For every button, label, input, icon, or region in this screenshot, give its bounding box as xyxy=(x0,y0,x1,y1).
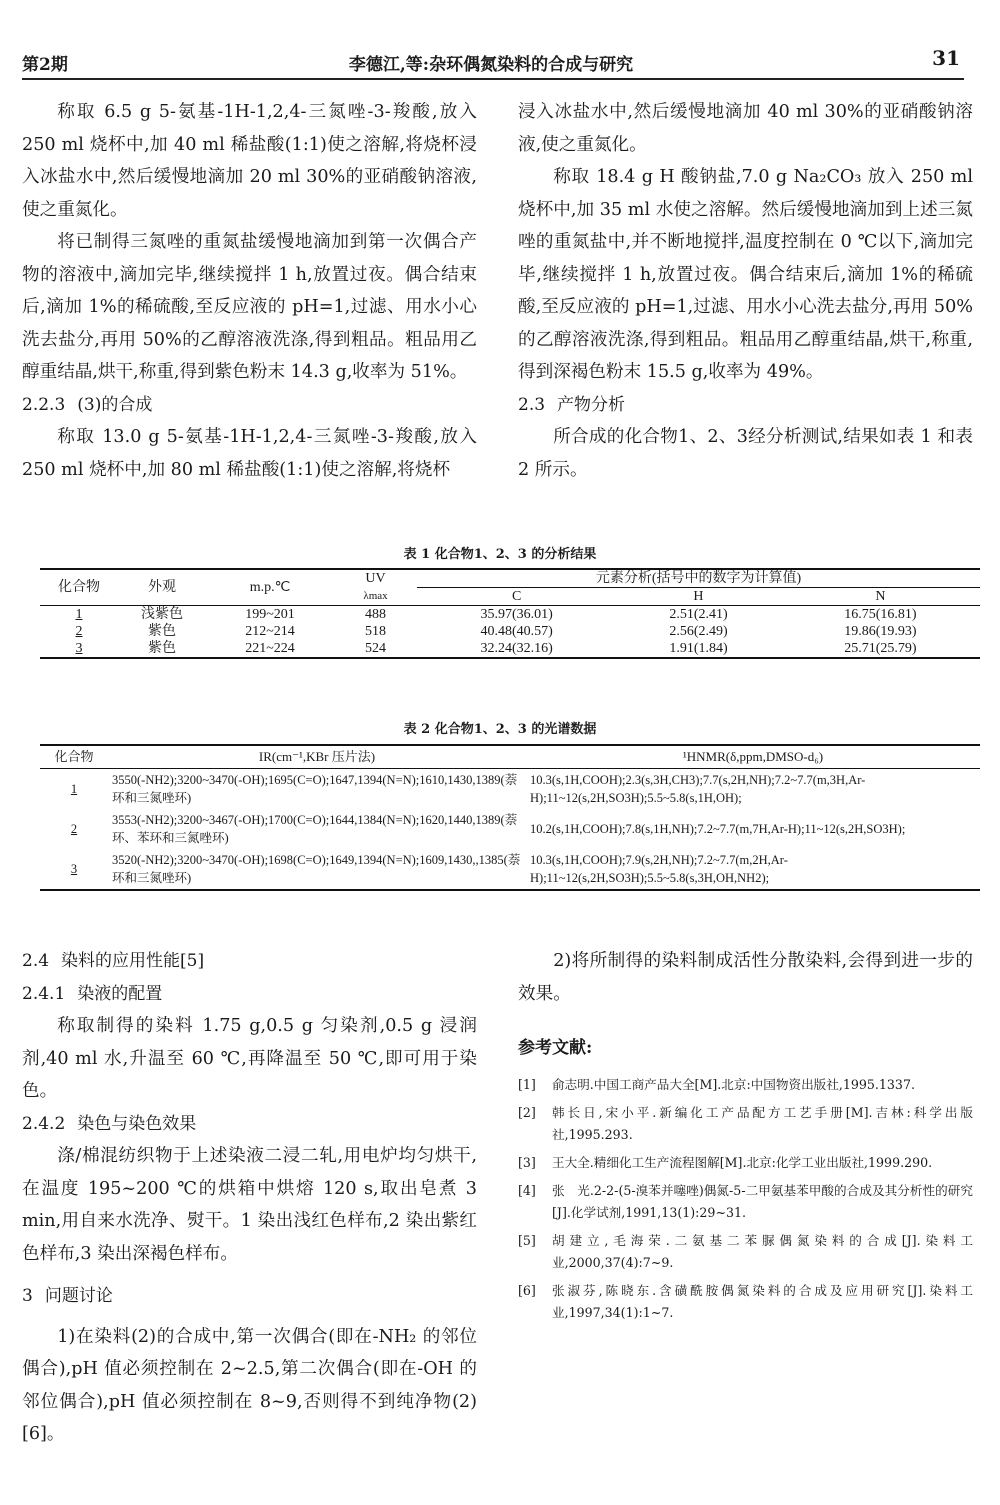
cell-appearance: 浅紫色 xyxy=(141,607,183,622)
table1-caption: 表 1 化合物1、2、3 的分析结果 xyxy=(403,547,597,562)
cell-uv: 518 xyxy=(365,624,386,639)
section-heading-2-4 xyxy=(22,945,477,978)
col-header-elemental: 元素分析(括号中的数字为计算值) xyxy=(417,569,980,588)
reference-item xyxy=(518,1180,973,1224)
table-row xyxy=(40,640,980,658)
cell-compound: 2 xyxy=(70,822,78,836)
cell-mp: 212~214 xyxy=(245,624,295,639)
paragraph: 称取制得的染料 1.75 g,0.5 g 匀染剂,0.5 g 浸润剂,40 ml 水,升温至 60 ℃,再降温至 50 ℃,即可用于染色。 xyxy=(22,1016,477,1101)
reference-item xyxy=(518,1102,973,1146)
table2-caption: 表 2 化合物1、2、3 的光谱数据 xyxy=(403,722,597,737)
table2 xyxy=(40,744,980,891)
cell-h: 2.51(2.41) xyxy=(669,607,728,622)
paragraph: 2)将所制得的染料制成活性分散染料,会得到进一步的效果。 xyxy=(518,951,973,1004)
section-title: 染料的应用性能[5] xyxy=(61,951,205,971)
paragraph: 所合成的化合物1、2、3经分析测试,结果如表 1 和表 2 所示。 xyxy=(518,427,973,480)
paragraph: 1)在染料(2)的合成中,第一次偶合(即在-NH₂ 的邻位偶合),pH 值必须控制在 2~2.5,第二次偶合(即在-OH 的邻位偶合),pH 值必须控制在 8~9,否则得不到纯净物(2)[6]。 xyxy=(22,1326,477,1444)
reference-number: [2] xyxy=(518,1105,536,1120)
paragraph: 将已制得三氮唑的重氮盐缓慢地滴加到第一次偶合产物的溶液中,滴加完毕,继续搅拌 1 h,放置过夜。偶合结束后,滴加 1%的稀硫酸,至反应液的 pH=1,过滤、用水小心洗去盐分,再用 50%的乙醇溶液洗涤,得到粗品。粗品用乙醇重结晶,烘干,称重,得到紫色粉末 14.3 g,收率为 51%。 xyxy=(22,232,477,382)
cell-ir: 3550(-NH2);3200~3470(-OH);1695(C=O);1647,1394(N=N);1610,1430,1389(萘环和三氮唑环) xyxy=(112,773,518,805)
section-title: 问题讨论 xyxy=(44,1286,113,1306)
cell-ir: 3553(-NH2);3200~3467(-OH);1700(C=O);1644,1384(N=N);1620,1440,1389(萘环、苯环和三氮唑环) xyxy=(112,813,518,845)
cell-compound: 1 xyxy=(75,607,83,622)
reference-number: [1] xyxy=(518,1077,536,1092)
col-header-ir: IR(cm⁻¹,KBr 压片法) xyxy=(108,745,526,769)
reference-text: 王大全.精细化工生产流程图解[M].北京:化学工业出版社,1999.290. xyxy=(552,1155,933,1170)
cell-c: 40.48(40.57) xyxy=(480,624,553,639)
section-heading-2-4-2 xyxy=(22,1108,477,1141)
section-title: 染液的配置 xyxy=(77,983,163,1004)
left-column-bottom xyxy=(22,945,477,1451)
col-header-compound: 化合物 xyxy=(40,569,118,606)
reference-item xyxy=(518,1230,973,1274)
col-header-appearance: 外观 xyxy=(118,569,206,606)
section-number: 2.2.3 xyxy=(22,394,66,415)
section-number: 2.4 xyxy=(22,951,50,971)
section-title: 产物分析 xyxy=(557,394,626,415)
right-column-bottom xyxy=(518,945,973,1330)
section-heading-3 xyxy=(22,1280,477,1313)
header-rule xyxy=(22,78,964,80)
cell-n: 16.75(16.81) xyxy=(844,607,917,622)
paragraph: 称取 13.0 g 5-氨基-1H-1,2,4-三氮唑-3-羧酸,放入 250 ml 烧杯中,加 80 ml 稀盐酸(1:1)使之溶解,将烧杯 xyxy=(22,427,477,480)
cell-mp: 221~224 xyxy=(245,641,295,656)
cell-mp: 199~201 xyxy=(245,607,295,622)
cell-n: 25.71(25.79) xyxy=(844,641,917,656)
cell-nmr: 10.3(s,1H,COOH);7.9(s,2H,NH);7.2~7.7(m,2H,Ar-H);11~12(s,2H,SO3H);5.5~5.8(s,3H,OH,NH2); xyxy=(530,853,788,885)
col-header-c: C xyxy=(417,588,616,606)
section-number: 3 xyxy=(22,1286,33,1306)
reference-item xyxy=(518,1280,973,1324)
table-row xyxy=(40,769,980,810)
right-column-top xyxy=(518,96,973,486)
paragraph: 称取 6.5 g 5-氨基-1H-1,2,4-三氮唑-3-羧酸,放入 250 ml 烧杯中,加 40 ml 稀盐酸(1:1)使之溶解,将烧杯浸入冰盐水中,然后缓慢地滴加 20 ml 30%的亚硝酸钠溶液,使之重氮化。 xyxy=(22,102,477,220)
cell-ir: 3520(-NH2);3200~3470(-OH);1698(C=O);1649,1394(N=N);1609,1430,,1385(萘环和三氮唑环) xyxy=(112,853,521,885)
paragraph: 称取 18.4 g H 酸钠盐,7.0 g Na₂CO₃ 放入 250 ml 烧杯中,加 35 ml 水使之溶解。然后缓慢地滴加到上述三氮唑的重氮盐中,并不断地搅拌,温度控制在 0 ℃以下,滴加完毕,继续搅拌 1 h,放置过夜。偶合结束后,滴加 1%的稀硫酸,至反应液的 pH=1,过滤、用水小心洗去盐分,再用 50%的乙醇溶液洗涤,得到粗品。粗品用乙醇重结晶,烘干,称重,得到深褐色粉末 15.5 g,收率为 49%。 xyxy=(518,167,973,382)
reference-number: [5] xyxy=(518,1233,536,1248)
reference-number: [6] xyxy=(518,1283,536,1298)
col-header-n: N xyxy=(781,588,980,606)
section-heading-2-2-3 xyxy=(22,389,477,422)
cell-uv: 488 xyxy=(365,607,386,622)
reference-text: 胡建立,毛海荣.二氨基二苯脲偶氮染料的合成[J].染料工业,2000,37(4):7~9. xyxy=(552,1233,973,1270)
paragraph: 涤/棉混纺织物于上述染液二浸二轧,用电炉均匀烘干,在温度 195~200 ℃的烘箱中烘熔 120 s,取出皂煮 3 min,用自来水洗净、熨干。1 染出浅红色样布,2 染出紫红色样布,3 染出深褐色样布。 xyxy=(22,1146,477,1264)
col-header-nmr: ¹HNMR(δ,ppm,DMSO-d₆) xyxy=(526,745,980,769)
section-heading-2-4-1 xyxy=(22,978,477,1011)
cell-c: 32.24(32.16) xyxy=(480,641,553,656)
section-number: 2.4.1 xyxy=(22,983,66,1004)
col-header-uv: UV xyxy=(365,571,386,587)
left-column-top xyxy=(22,96,477,486)
section-number: 2.3 xyxy=(518,394,546,415)
col-header-mp: m.p.℃ xyxy=(206,569,334,606)
cell-nmr: 10.2(s,1H,COOH);7.8(s,1H,NH);7.2~7.7(m,7H,Ar-H);11~12(s,2H,SO3H); xyxy=(530,822,906,836)
cell-nmr: 10.3(s,1H,COOH);2.3(s,3H,CH3);7.7(s,2H,NH);7.2~7.7(m,3H,Ar-H);11~12(s,2H,SO3H);5.5~5.8(s,1H,OH); xyxy=(530,773,866,805)
cell-c: 35.97(36.01) xyxy=(480,607,553,622)
reference-item xyxy=(518,1074,973,1096)
cell-appearance: 紫色 xyxy=(148,641,176,656)
reference-list xyxy=(518,1074,973,1324)
cell-appearance: 紫色 xyxy=(148,624,176,639)
references-heading: 参考文献: xyxy=(518,1038,593,1058)
table-row xyxy=(40,606,980,624)
reference-text: 俞志明.中国工商产品大全[M].北京:中国物资出版社,1995.1337. xyxy=(552,1077,915,1092)
cell-compound: 2 xyxy=(75,624,83,639)
reference-text: 张 光.2-2-(5-溴苯并噻唑)偶氮-5-二甲氨基苯甲酸的合成及其分析性的研究[J].化学试剂,1991,13(1):29~31. xyxy=(552,1183,973,1220)
table-row xyxy=(40,849,980,890)
reference-item xyxy=(518,1152,973,1174)
section-title: 染色与染色效果 xyxy=(77,1113,197,1134)
page-number: 31 xyxy=(932,46,960,70)
running-title: 李德江,等:杂环偶氮染料的合成与研究 xyxy=(348,55,634,75)
cell-uv: 524 xyxy=(365,641,386,656)
col-header-compound: 化合物 xyxy=(40,745,108,769)
section-heading-2-3 xyxy=(518,389,973,422)
cell-n: 19.86(19.93) xyxy=(844,624,917,639)
section-title: (3)的合成 xyxy=(77,394,153,415)
cell-compound: 1 xyxy=(70,782,78,796)
reference-number: [3] xyxy=(518,1155,536,1170)
cell-h: 1.91(1.84) xyxy=(669,641,728,656)
reference-text: 张淑芬,陈晓东.含磺酰胺偶氮染料的合成及应用研究[J].染料工业,1997,34(1):1~7. xyxy=(552,1283,973,1320)
col-header-lambda: λmax xyxy=(334,588,417,606)
reference-number: [4] xyxy=(518,1183,536,1198)
paragraph: 浸入冰盐水中,然后缓慢地滴加 40 ml 30%的亚硝酸钠溶液,使之重氮化。 xyxy=(518,102,973,155)
issue-label: 第2期 xyxy=(22,55,68,75)
section-number: 2.4.2 xyxy=(22,1113,66,1134)
col-header-h: H xyxy=(616,588,781,606)
running-header xyxy=(22,46,960,76)
cell-h: 2.56(2.49) xyxy=(669,624,728,639)
table1 xyxy=(40,568,980,659)
table-row xyxy=(40,809,980,849)
reference-text: 韩长日,宋小平.新编化工产品配方工艺手册[M].吉林:科学出版社,1995.293. xyxy=(552,1105,973,1142)
table-row xyxy=(40,623,980,640)
cell-compound: 3 xyxy=(70,862,78,876)
cell-compound: 3 xyxy=(75,641,83,656)
